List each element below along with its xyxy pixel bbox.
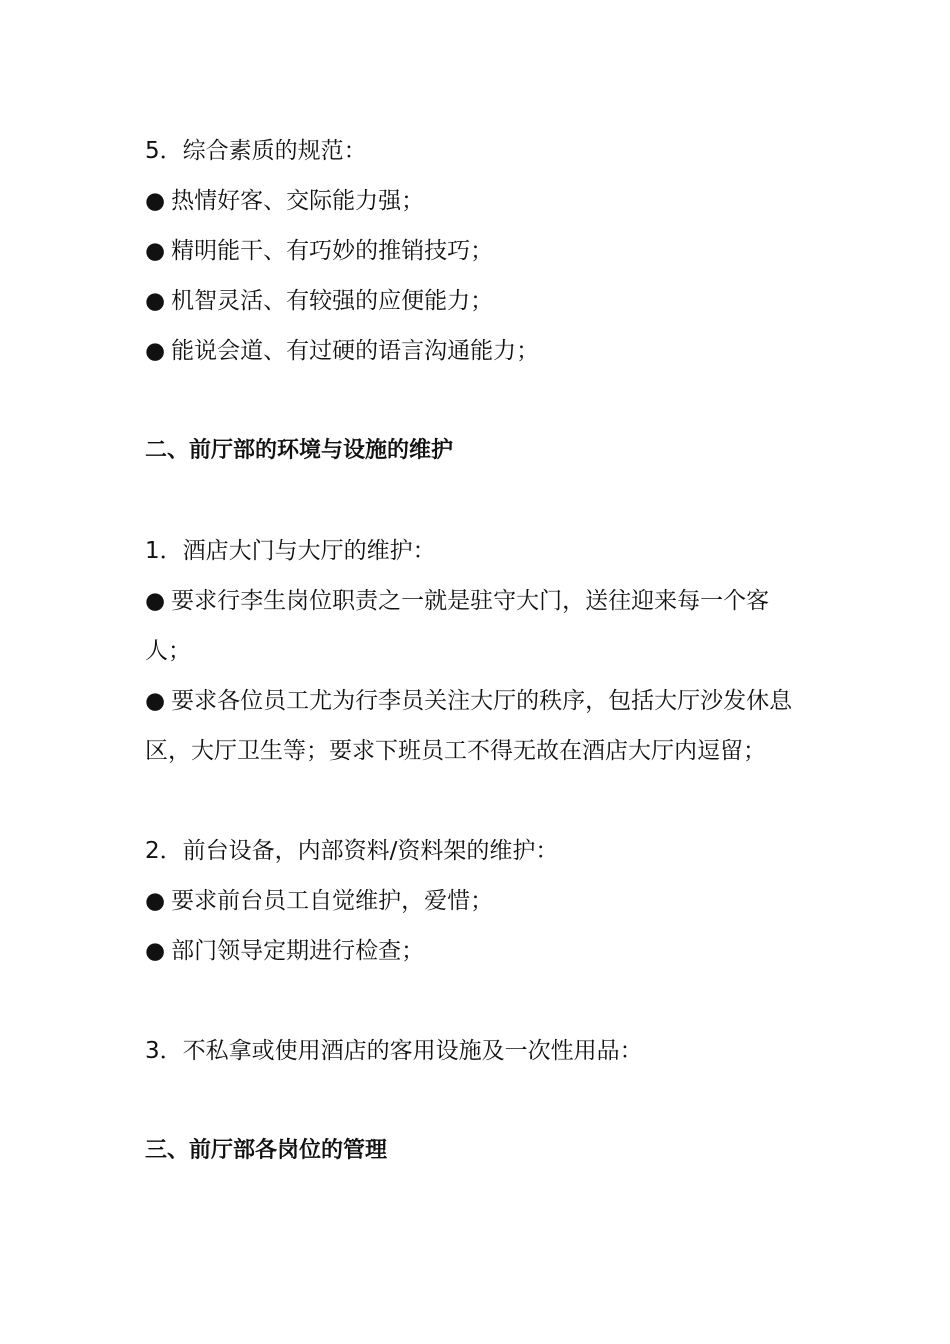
bullet-icon: ● [145,888,166,914]
spacer [145,376,815,426]
section-heading: 三、前厅部各岗位的管理 [145,1138,388,1163]
bullet-icon: ● [145,288,166,314]
list-item: ● 能说会道、有过硬的语言沟通能力； [145,326,815,376]
spacer [145,476,815,526]
list-item: ● 精明能干、有巧妙的推销技巧； [145,226,815,276]
bullet-icon: ● [145,688,166,714]
list-item: ● 要求行李生岗位职责之一就是驻守大门，送往迎来每一个客人； [145,576,815,676]
list-item: ● 热情好客、交际能力强； [145,176,815,226]
spacer [145,1076,815,1126]
list-item: ● 机智灵活、有较强的应便能力； [145,276,815,326]
document-body [145,126,815,1176]
item-1-title: 1．酒店大门与大厅的维护： [145,538,436,564]
spacer [145,776,815,826]
item-5-title: 5．综合素质的规范： [145,138,367,164]
spacer [145,976,815,1026]
bullet-icon: ● [145,188,166,214]
list-item: ● 要求各位员工尤为行李员关注大厅的秩序，包括大厅沙发休息区，大厅卫生等；要求下班员工不得无故在酒店大厅内逗留； [145,676,815,776]
item-3-title: 3．不私拿或使用酒店的客用设施及一次性用品： [145,1038,643,1064]
bullet-icon: ● [145,938,166,964]
section-heading: 二、前厅部的环境与设施的维护 [145,438,454,463]
item-2-title: 2．前台设备，内部资料/资料架的维护： [145,838,559,864]
bullet-icon: ● [145,588,166,614]
list-item: ● 部门领导定期进行检查； [145,926,815,976]
bullet-icon: ● [145,238,166,264]
bullet-icon: ● [145,338,166,364]
list-item: ● 要求前台员工自觉维护，爱惜； [145,876,815,926]
